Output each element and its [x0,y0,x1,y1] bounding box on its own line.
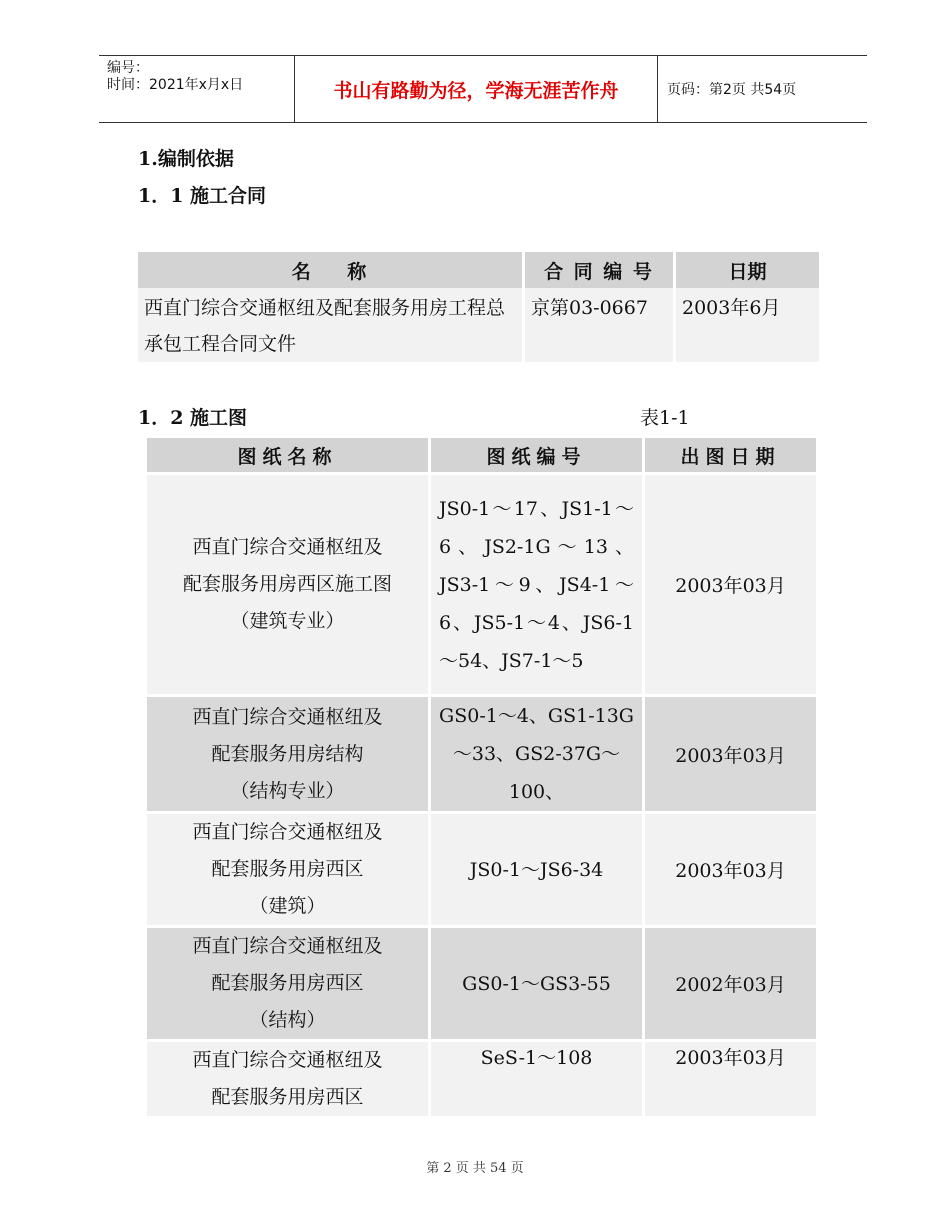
header-motto: 书山有路勤为径，学海无涯苦作舟 [295,56,658,122]
table-row [138,288,819,362]
header-contract-number: 合 同 编 号 [525,252,673,288]
name-line: 西直门综合交通枢纽及 [192,821,383,843]
table-row [147,1042,816,1116]
name-line: （结构） [249,1009,326,1031]
name-line: 配套服务用房西区 [211,858,364,880]
drawing-name [147,1042,428,1116]
table-row [147,814,816,925]
contract-date: 2003年6月 [676,288,819,362]
drawing-date: 2003年03月 [645,814,816,925]
section-title-contract: 1．1 施工合同 [138,185,267,207]
name-line: （建筑专业） [230,610,345,632]
section-title-drawings: 1．2 施工图 [138,407,248,429]
header-page-number: 页码：第2页 共54页 [667,82,797,98]
drawing-name [147,475,428,694]
header-drawing-name: 图纸名称 [147,438,428,472]
drawing-number: JS0-1～17、JS1-1～6、JS2-1G～13、JS3-1～9、JS4-1～6、JS5-1～4、JS6-1～54、JS7-1～5 [431,475,642,694]
contract-number: 京第03-0667 [525,288,673,362]
name-line: 配套服务用房西区 [211,972,364,994]
name-line: 西直门综合交通枢纽及 [192,1049,383,1071]
contract-table-header [138,252,819,288]
drawing-date: 2003年03月 [645,475,816,694]
table-row [147,697,816,811]
header-issue-date: 出图日期 [645,438,816,472]
header-date: 日期 [676,252,819,288]
drawing-number: GS0-1～GS3-55 [431,928,642,1039]
page-header [99,55,867,123]
drawing-date: 2003年03月 [645,1042,816,1116]
page-footer: 第 2 页 共 54 页 [426,1161,524,1176]
name-line: 西直门综合交通枢纽及 [192,705,383,728]
drawing-name [147,814,428,925]
contract-name: 西直门综合交通枢纽及配套服务用房工程总承包工程合同文件 [138,288,522,362]
name-line: 西直门综合交通枢纽及 [192,935,383,957]
drawing-table [144,435,819,1119]
drawing-number: SeS-1～108 [431,1042,642,1116]
name-line: 西直门综合交通枢纽及 [192,536,383,558]
document-number-label: 编号： [107,60,149,76]
name-line: （建筑） [249,895,326,917]
name-line: 配套服务用房西区 [211,1086,364,1108]
table-row [147,928,816,1039]
section-title-basis: 1.编制依据 [138,148,234,170]
document-time-label: 时间：2021年x月x日 [107,77,244,93]
drawing-name [147,697,428,811]
header-drawing-number: 图纸编号 [431,438,642,472]
drawing-date: 2003年03月 [645,697,816,811]
drawing-number: GS0-1～4、GS1-13G～33、GS2-37G～100、 [431,697,642,811]
drawing-date: 2002年03月 [645,928,816,1039]
table-row [147,475,816,694]
drawing-name [147,928,428,1039]
name-line: 配套服务用房结构 [211,742,364,765]
header-meta [99,56,295,122]
contract-table [135,252,822,362]
drawing-number: JS0-1～JS6-34 [431,814,642,925]
name-line: （结构专业） [230,779,345,802]
drawing-table-header [147,438,816,472]
header-name: 名 称 [138,252,522,288]
name-line: 配套服务用房西区施工图 [182,573,392,595]
table-label: 表1-1 [640,407,690,429]
